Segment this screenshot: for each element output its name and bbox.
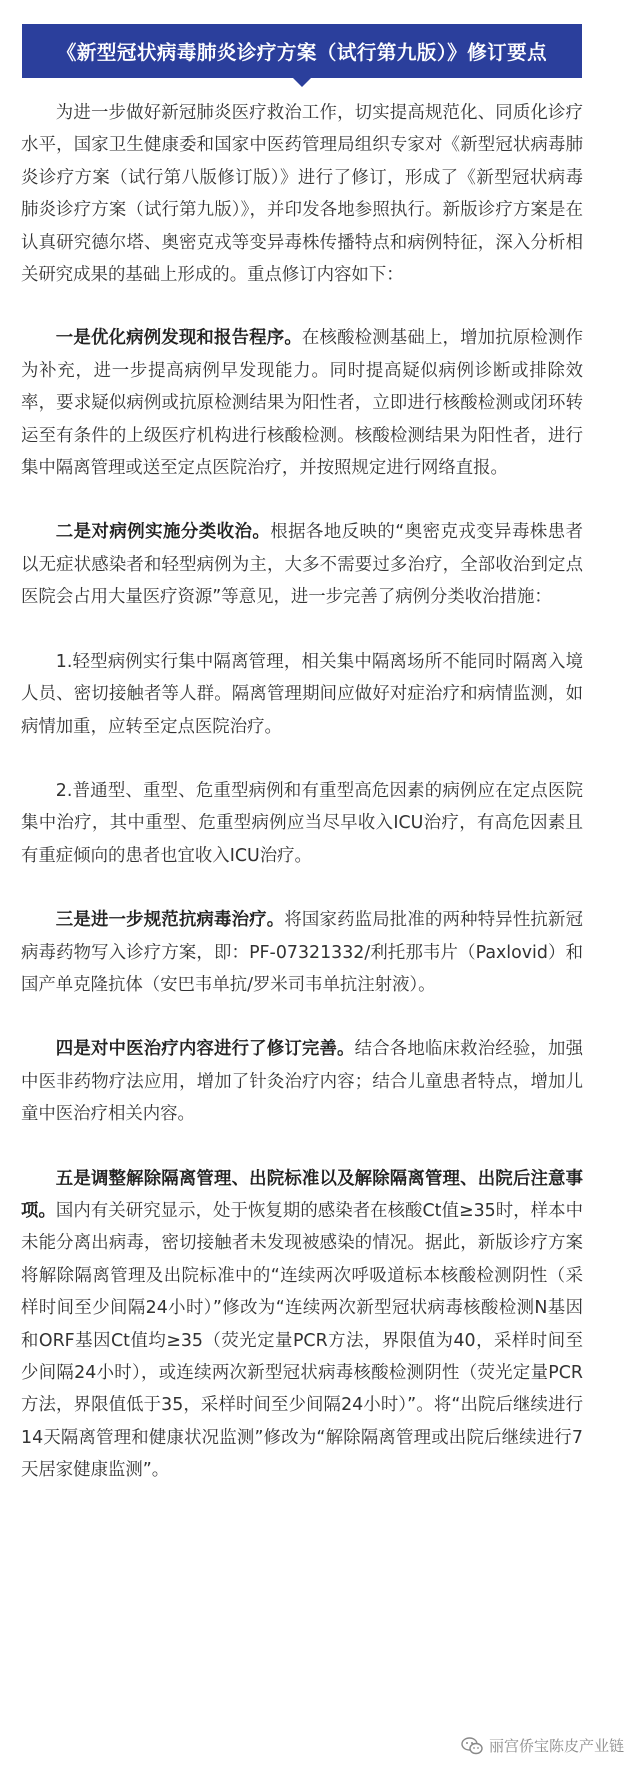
wechat-icon xyxy=(461,1737,483,1755)
watermark xyxy=(461,1735,624,1756)
list-item-text: 2.普通型、重型、危重型病例和有重型高危因素的病例应在定点医院集中治疗，其中重型、危重型病例应当尽早收入ICU治疗，有高危因素且有重症倾向的患者也宜收入ICU治疗。 xyxy=(21,780,583,866)
section-text: 根据各地反映的“奥密克戎变异毒株患者以无症状感染者和轻型病例为主，大多不需要过多治疗，全部收治到定点医院会占用大量医疗资源”等意见，进一步完善了病例分类收治措施： xyxy=(21,522,583,608)
list-item-paragraph xyxy=(21,646,583,743)
intro-paragraph: 为进一步做好新冠肺炎医疗救治工作，切实提高规范化、同质化诊疗水平，国家卫生健康委和国家中医药管理局组织专家对《新型冠状病毒肺炎诊疗方案（试行第八版修订版）》进行了修订，形成了《新型冠状病毒肺炎诊疗方案（试行第九版）》，并印发各地参照执行。新版诊疗方案是在认真研究德尔塔、奥密克戎等变异毒株传播特点和病例特征，深入分析相关研究成果的基础上形成的。重点修订内容如下： xyxy=(21,103,583,286)
section-paragraph xyxy=(21,904,583,1001)
page-title: 《新型冠状病毒肺炎诊疗方案（试行第九版）》修订要点 xyxy=(56,41,548,64)
section-heading: 二是对病例实施分类收治。 xyxy=(55,522,271,543)
section-paragraph xyxy=(21,516,583,613)
section-text: 结合各地临床救治经验，加强中医非药物疗法应用，增加了针灸治疗内容；结合儿童患者特点，增加儿童中医治疗相关内容。 xyxy=(21,1039,583,1125)
section-text: 国内有关研究显示，处于恢复期的感染者在核酸Ct值≥35时，样本中未能分离出病毒，密切接触者未发现被感染的情况。据此，新版诊疗方案将解除隔离管理及出院标准中的“连续两次呼吸道标本核酸检测阴性（采样时间至少间隔24小时）”修改为“连续两次新型冠状病毒核酸检测N基因和ORF基因Ct值均≥35（荧光定量PCR方法，界限值为40，采样时间至少间隔24小时），或连续两次新型冠状病毒核酸检测阴性（荧光定量PCR方法，界限值低于35，采样时间至少间隔24小时）”。将“出院后继续进行14天隔离管理和健康状况监测”修改为“解除隔离管理或出院后继续进行7天居家健康监测”。 xyxy=(21,1200,583,1481)
title-banner xyxy=(22,24,582,78)
watermark-text: 丽宫侨宝陈皮产业链 xyxy=(488,1737,624,1755)
section-text: 将国家药监局批准的两种特异性抗新冠病毒药物写入诊疗方案，即：PF-07321332/利托那韦片（Paxlovid）和国产单克隆抗体（安巴韦单抗/罗米司韦单抗注射液）。 xyxy=(21,910,583,995)
section-heading: 五是调整解除隔离管理、出院标准以及解除隔离管理、出院后注意事项。 xyxy=(21,1168,583,1221)
article-body xyxy=(21,97,583,1519)
section-paragraph xyxy=(21,322,583,484)
section-paragraph xyxy=(21,1033,583,1130)
section-heading: 四是对中医治疗内容进行了修订完善。 xyxy=(55,1039,355,1060)
section-heading: 三是进一步规范抗病毒治疗。 xyxy=(55,910,285,931)
list-item-paragraph xyxy=(21,775,583,872)
section-text: 在核酸检测基础上，增加抗原检测作为补充，进一步提高病例早发现能力。同时提高疑似病例诊断或排除效率，要求疑似病例或抗原检测结果为阳性者，立即进行核酸检测或闭环转运至有条件的上级医疗机构进行核酸检测。核酸检测结果为阳性者，进行集中隔离管理或送至定点医院治疗，并按照规定进行网络直报。 xyxy=(21,328,583,479)
section-heading: 一是优化病例发现和报告程序。 xyxy=(55,328,302,349)
banner-notch xyxy=(293,78,311,87)
section-paragraph xyxy=(21,1163,583,1487)
list-item-text: 1.轻型病例实行集中隔离管理，相关集中隔离场所不能同时隔离入境人员、密切接触者等人群。隔离管理期间应做好对症治疗和病情监测，如病情加重，应转至定点医院治疗。 xyxy=(21,651,583,737)
